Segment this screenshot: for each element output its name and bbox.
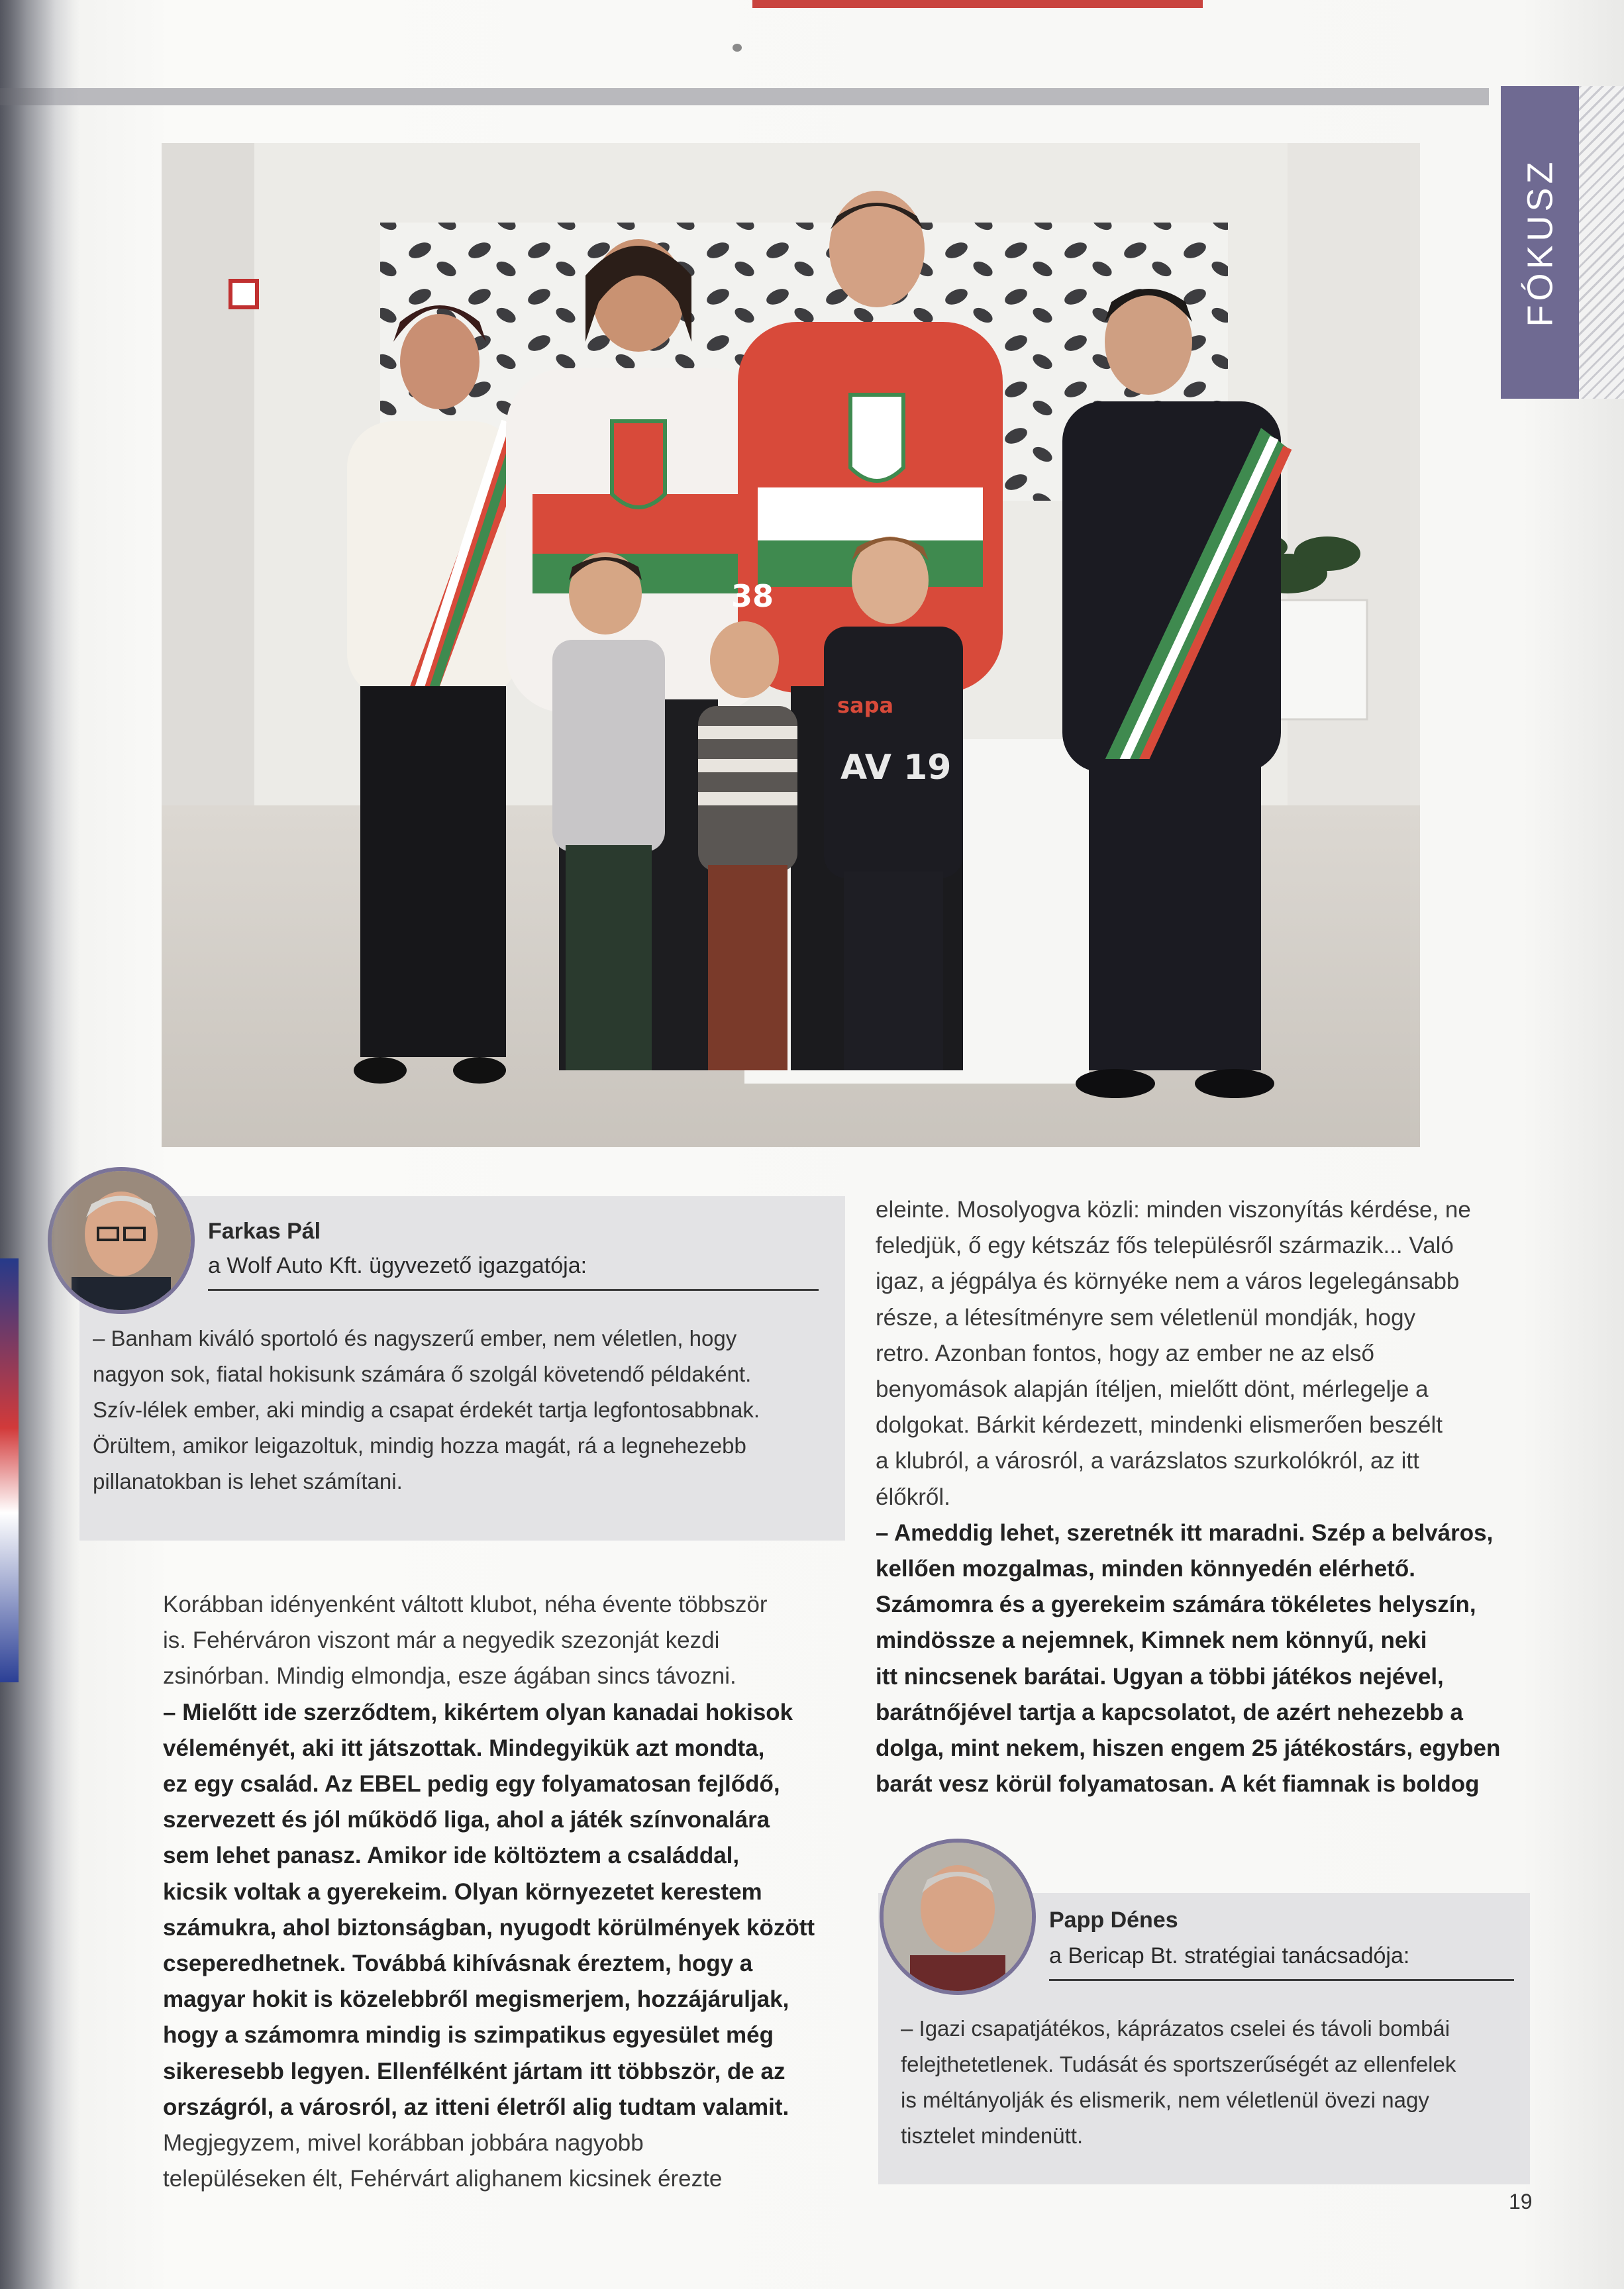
quote2-role: a Bericap Bt. stratégiai tanácsadója: bbox=[1049, 1943, 1410, 1968]
quote2-line: – Igazi csapatjátékos, káprázatos cselei és távoli bombái bbox=[901, 2016, 1450, 2041]
quote2-name: Papp Dénes bbox=[1049, 1907, 1178, 1933]
section-tab-label: FÓKUSZ bbox=[1520, 158, 1560, 327]
quote1-line: nagyon sok, fiatal hokisunk számára ő szolgál követendő példaként. bbox=[93, 1362, 752, 1386]
right-column bbox=[876, 1192, 1538, 1802]
left-intro-paragraph: Korábban idényenként váltott klubot, néha évente többször is. Fehérváron viszont már a negyedik szezonját kezdi zsinórban. Mindig elmondja, esze ágában sincs távozni. bbox=[163, 1592, 768, 1690]
facing-page-edge bbox=[0, 1258, 19, 1682]
jersey-number: 38 bbox=[731, 578, 774, 614]
quote1-rule bbox=[208, 1289, 819, 1291]
quote2-line: felejthetetlenek. Tudását és sportszerűségét az ellenfelek bbox=[901, 2052, 1456, 2076]
group-photo-illustration bbox=[162, 143, 1420, 1147]
quote2-line: tisztelet mindenütt. bbox=[901, 2123, 1084, 2148]
quote1-role: a Wolf Auto Kft. ügyvezető igazgatója: bbox=[208, 1253, 587, 1278]
quote1-text bbox=[93, 1321, 760, 1500]
kid-sponsor-text: sapa bbox=[837, 693, 894, 718]
hatch-decoration bbox=[1579, 86, 1624, 399]
quote1-line: pillanatokban is lehet számítani. bbox=[93, 1469, 403, 1494]
group-photo bbox=[162, 143, 1420, 1147]
right-intro-paragraph: eleinte. Mosolyogva közli: minden viszonyítás kérdése, ne feledjük, ő egy kétszáz fős településről származik... Való igaz, a jégpálya és környéke nem a város legelegánsabb része, a létesítményre sem véletlenül mondják, hogy retro. Azonban fontos, hogy az ember ne az első benyomások alapján ítéljen, mielőtt dönt, mérlegelje a dolgokat. Bárkit kérdezett, mindenki elismerően beszélt a klubról, a városról, a varázslatos szurkolókról, az itt élőkről. bbox=[876, 1197, 1471, 1510]
quote1-line: – Banham kiváló sportoló és nagyszerű ember, nem véletlen, hogy bbox=[93, 1326, 737, 1350]
binding-shadow bbox=[0, 0, 79, 2289]
left-interview-answer: – Mielőtt ide szerződtem, kikértem olyan kanadai hokisok véleményét, aki itt játszottak. Mindegyikük azt mondta, ez egy család. Az EBEL pedig egy folyamatosan fejlődő, szervezett és jól működő liga, ahol a játék színvonalára sem lehet panasz. Amikor ide költöztem a családdal, kicsik voltak a gyerekeim. Olyan környezetet kerestem számukra, ahol biztonságban, nyugodt körülmények között cseperedhetnek. Továbbá kihívásnak éreztem, hogy a magyar hokit is közelebbről megismerjem, hozzájáruljak, hogy a számomra mindig is szimpatikus egyesület még sikeresebb legyen. Ellenfélként jártam itt többször, de az országról, a városról, az itteni életről alig tudtam valamit. bbox=[163, 1699, 815, 2120]
quote1-line: Örültem, amikor leigazoltuk, mindig hozza magát, rá a legnehezebb bbox=[93, 1433, 746, 1458]
left-column bbox=[163, 1587, 865, 2197]
kid-jersey-text: AV 19 bbox=[840, 748, 952, 788]
man-in-suit bbox=[1062, 289, 1288, 1098]
page-number: 19 bbox=[1509, 2190, 1533, 2213]
section-tab bbox=[1501, 86, 1579, 399]
right-interview-answer: – Ameddig lehet, szeretnék itt maradni. Szép a belváros, kellően mozgalmas, minden könnyedén elérhető. Számomra és a gyerekeim számára tökéletes helyszín, mindössze a nejemnek, Kimnek nem könnyű, neki itt nincsenek barátai. Ugyan a többi játékos nejével, barátnőjével tartja a kapcsolatot, de azért nehezebb a dolga, mint nekem, hiszen engem 25 játékostárs, egyben barát vesz körül folyamatosan. A két fiamnak is boldog bbox=[876, 1519, 1501, 1798]
left-outro-paragraph: Megjegyzem, mivel korábban jobbára nagyobb településeken élt, Fehérvárt alighanem kicsinek érezte bbox=[163, 2130, 723, 2192]
top-color-strip bbox=[752, 0, 1203, 8]
fire-sign-icon bbox=[230, 281, 257, 307]
avatar-papp-denes bbox=[880, 1839, 1036, 1995]
quote2-text bbox=[901, 2011, 1456, 2154]
portrait-icon bbox=[884, 1843, 1032, 1991]
quote2-line: is méltányolják és elismerik, nem véletlenül övezi nagy bbox=[901, 2088, 1429, 2112]
quote1-line: Szív-lélek ember, aki mindig a csapat érdekét tartja legfontosabbnak. bbox=[93, 1398, 760, 1422]
print-mark bbox=[733, 44, 742, 52]
header-rule bbox=[0, 88, 1489, 105]
quote2-rule bbox=[1049, 1979, 1514, 1981]
quote1-name: Farkas Pál bbox=[208, 1219, 321, 1244]
